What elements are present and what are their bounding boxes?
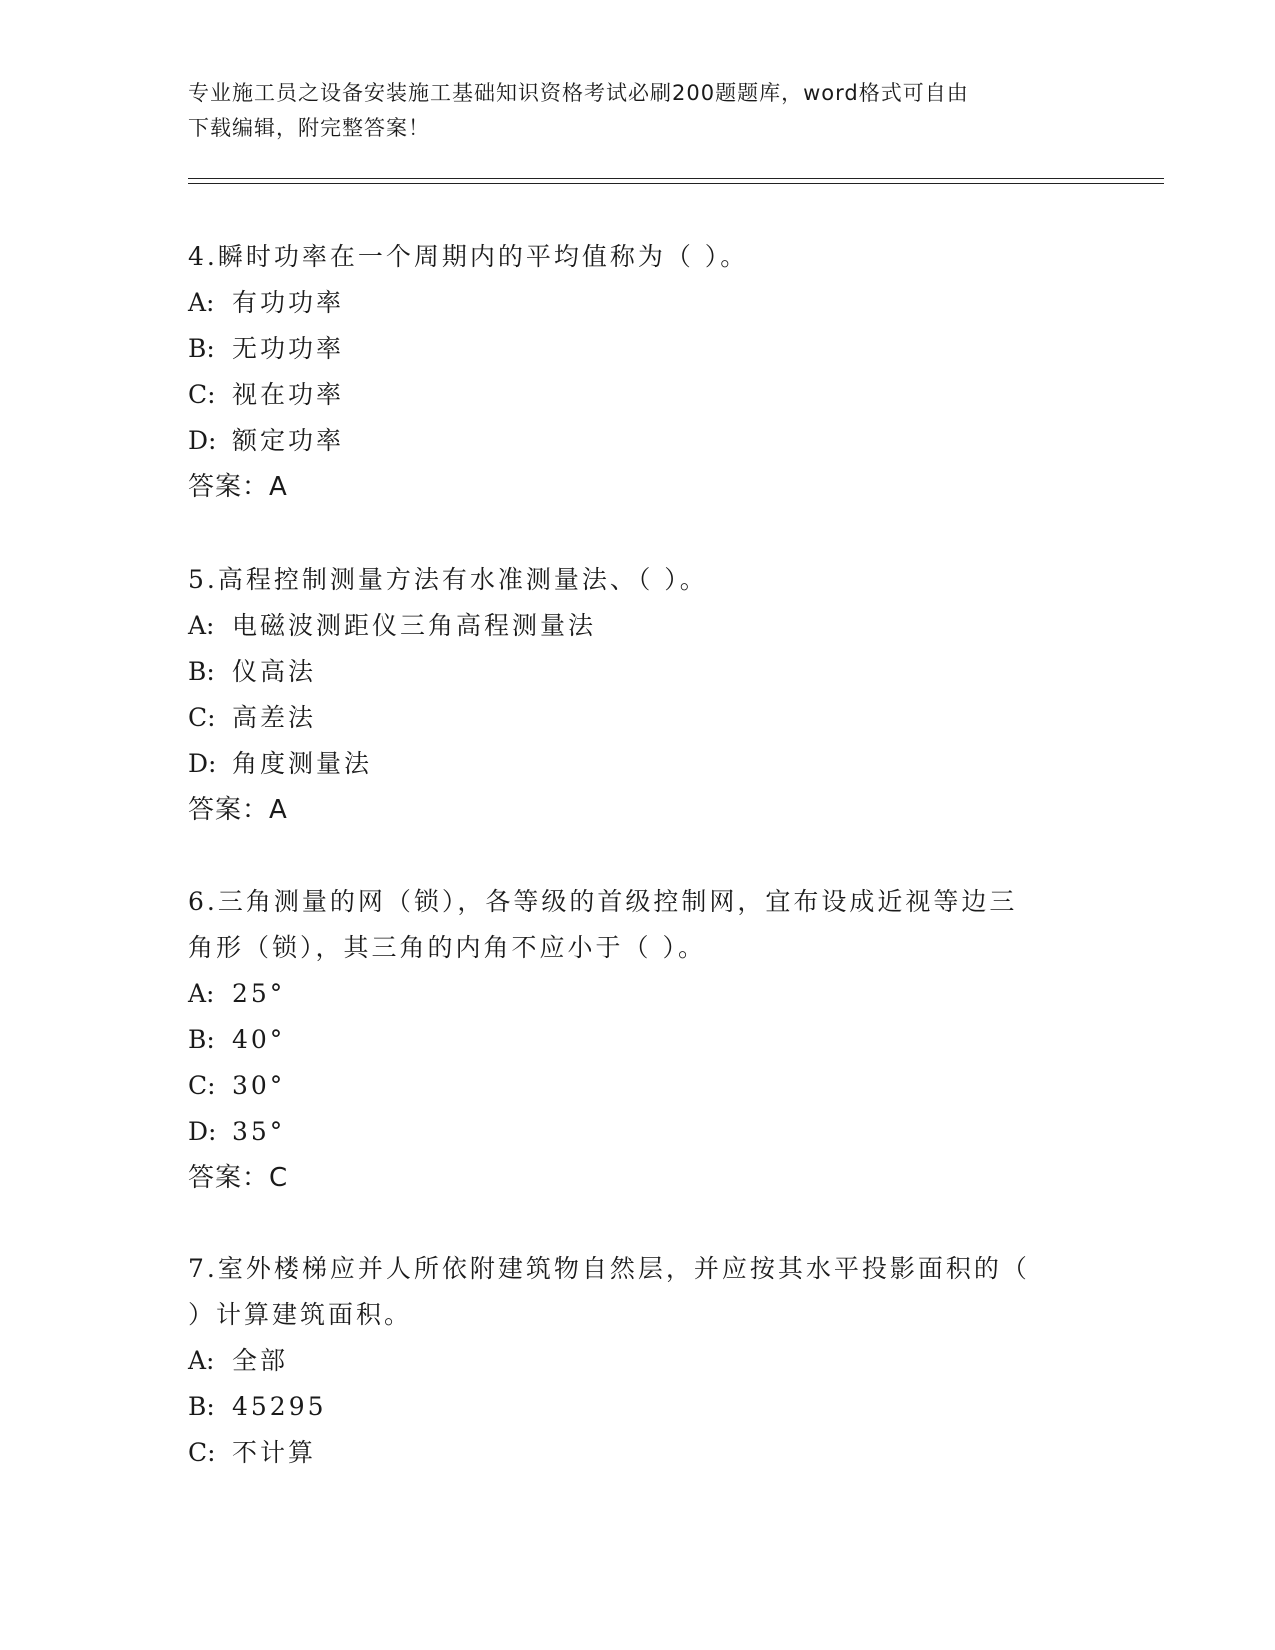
- question-text-line-2: ）计算建筑面积。: [188, 1300, 413, 1329]
- document-header: [188, 76, 1088, 146]
- option-d: [188, 1109, 1088, 1155]
- option-key: A:: [188, 611, 215, 640]
- option-key: C:: [188, 703, 216, 732]
- option-key: B:: [188, 1025, 215, 1054]
- option-text: 25°: [232, 979, 286, 1008]
- header-divider-top: [188, 178, 1164, 179]
- option-text: 无功功率: [232, 334, 345, 363]
- option-key: C:: [188, 380, 216, 409]
- option-key: B:: [188, 657, 215, 686]
- answer: 答案：A: [188, 472, 288, 502]
- question-text: 4.瞬时功率在一个周期内的平均值称为（ ）。: [188, 242, 749, 271]
- option-key: C:: [188, 1071, 216, 1100]
- option-a: [188, 1338, 1088, 1384]
- option-c: [188, 695, 1088, 741]
- question-text-line-2: 角形（锁），其三角的内角不应小于（ ）。: [188, 933, 706, 962]
- option-b: [188, 1384, 1088, 1430]
- option-c: [188, 1430, 1088, 1476]
- option-key: B:: [188, 1392, 215, 1421]
- header-line-1: 专业施工员之设备安装施工基础知识资格考试必刷200题题库，word格式可自由: [188, 81, 969, 105]
- option-key: A:: [188, 979, 215, 1008]
- option-a: [188, 280, 1088, 326]
- option-key: D:: [188, 749, 217, 778]
- option-b: [188, 649, 1088, 695]
- option-text: 全部: [232, 1346, 289, 1375]
- option-text: 有功功率: [232, 288, 345, 317]
- option-c: [188, 372, 1088, 418]
- option-text: 角度测量法: [232, 749, 373, 778]
- question-text-line-1: 6.三角测量的网（锁），各等级的首级控制网，宜布设成近视等边三: [188, 887, 1018, 916]
- option-d: [188, 418, 1088, 464]
- option-a: [188, 603, 1088, 649]
- option-text: 30°: [232, 1071, 286, 1100]
- header-line-2: 下载编辑，附完整答案！: [188, 116, 430, 140]
- header-divider-bottom: [188, 183, 1164, 184]
- option-key: C:: [188, 1438, 216, 1467]
- option-a: [188, 971, 1088, 1017]
- answer: 答案：C: [188, 1163, 289, 1193]
- question-4: [188, 234, 1088, 510]
- option-b: [188, 1017, 1088, 1063]
- option-text: 35°: [232, 1117, 286, 1146]
- answer: 答案：A: [188, 795, 288, 825]
- question-text: 5.高程控制测量方法有水准测量法、（ ）。: [188, 565, 708, 594]
- option-b: [188, 326, 1088, 372]
- option-key: D:: [188, 426, 217, 455]
- option-text: 额定功率: [232, 426, 345, 455]
- option-text: 视在功率: [232, 380, 345, 409]
- option-key: D:: [188, 1117, 217, 1146]
- option-key: B:: [188, 334, 215, 363]
- option-c: [188, 1063, 1088, 1109]
- option-text: 45295: [232, 1392, 327, 1421]
- option-text: 高差法: [232, 703, 317, 732]
- question-5: [188, 557, 1088, 833]
- option-text: 40°: [232, 1025, 286, 1054]
- option-text: 不计算: [232, 1438, 317, 1467]
- option-d: [188, 741, 1088, 787]
- option-text: 电磁波测距仪三角高程测量法: [232, 611, 597, 640]
- question-7: [188, 1246, 1088, 1476]
- question-6: [188, 879, 1088, 1201]
- option-key: A:: [188, 288, 215, 317]
- option-key: A:: [188, 1346, 215, 1375]
- question-text-line-1: 7.室外楼梯应并人所依附建筑物自然层，并应按其水平投影面积的（: [188, 1254, 1030, 1283]
- option-text: 仪高法: [232, 657, 317, 686]
